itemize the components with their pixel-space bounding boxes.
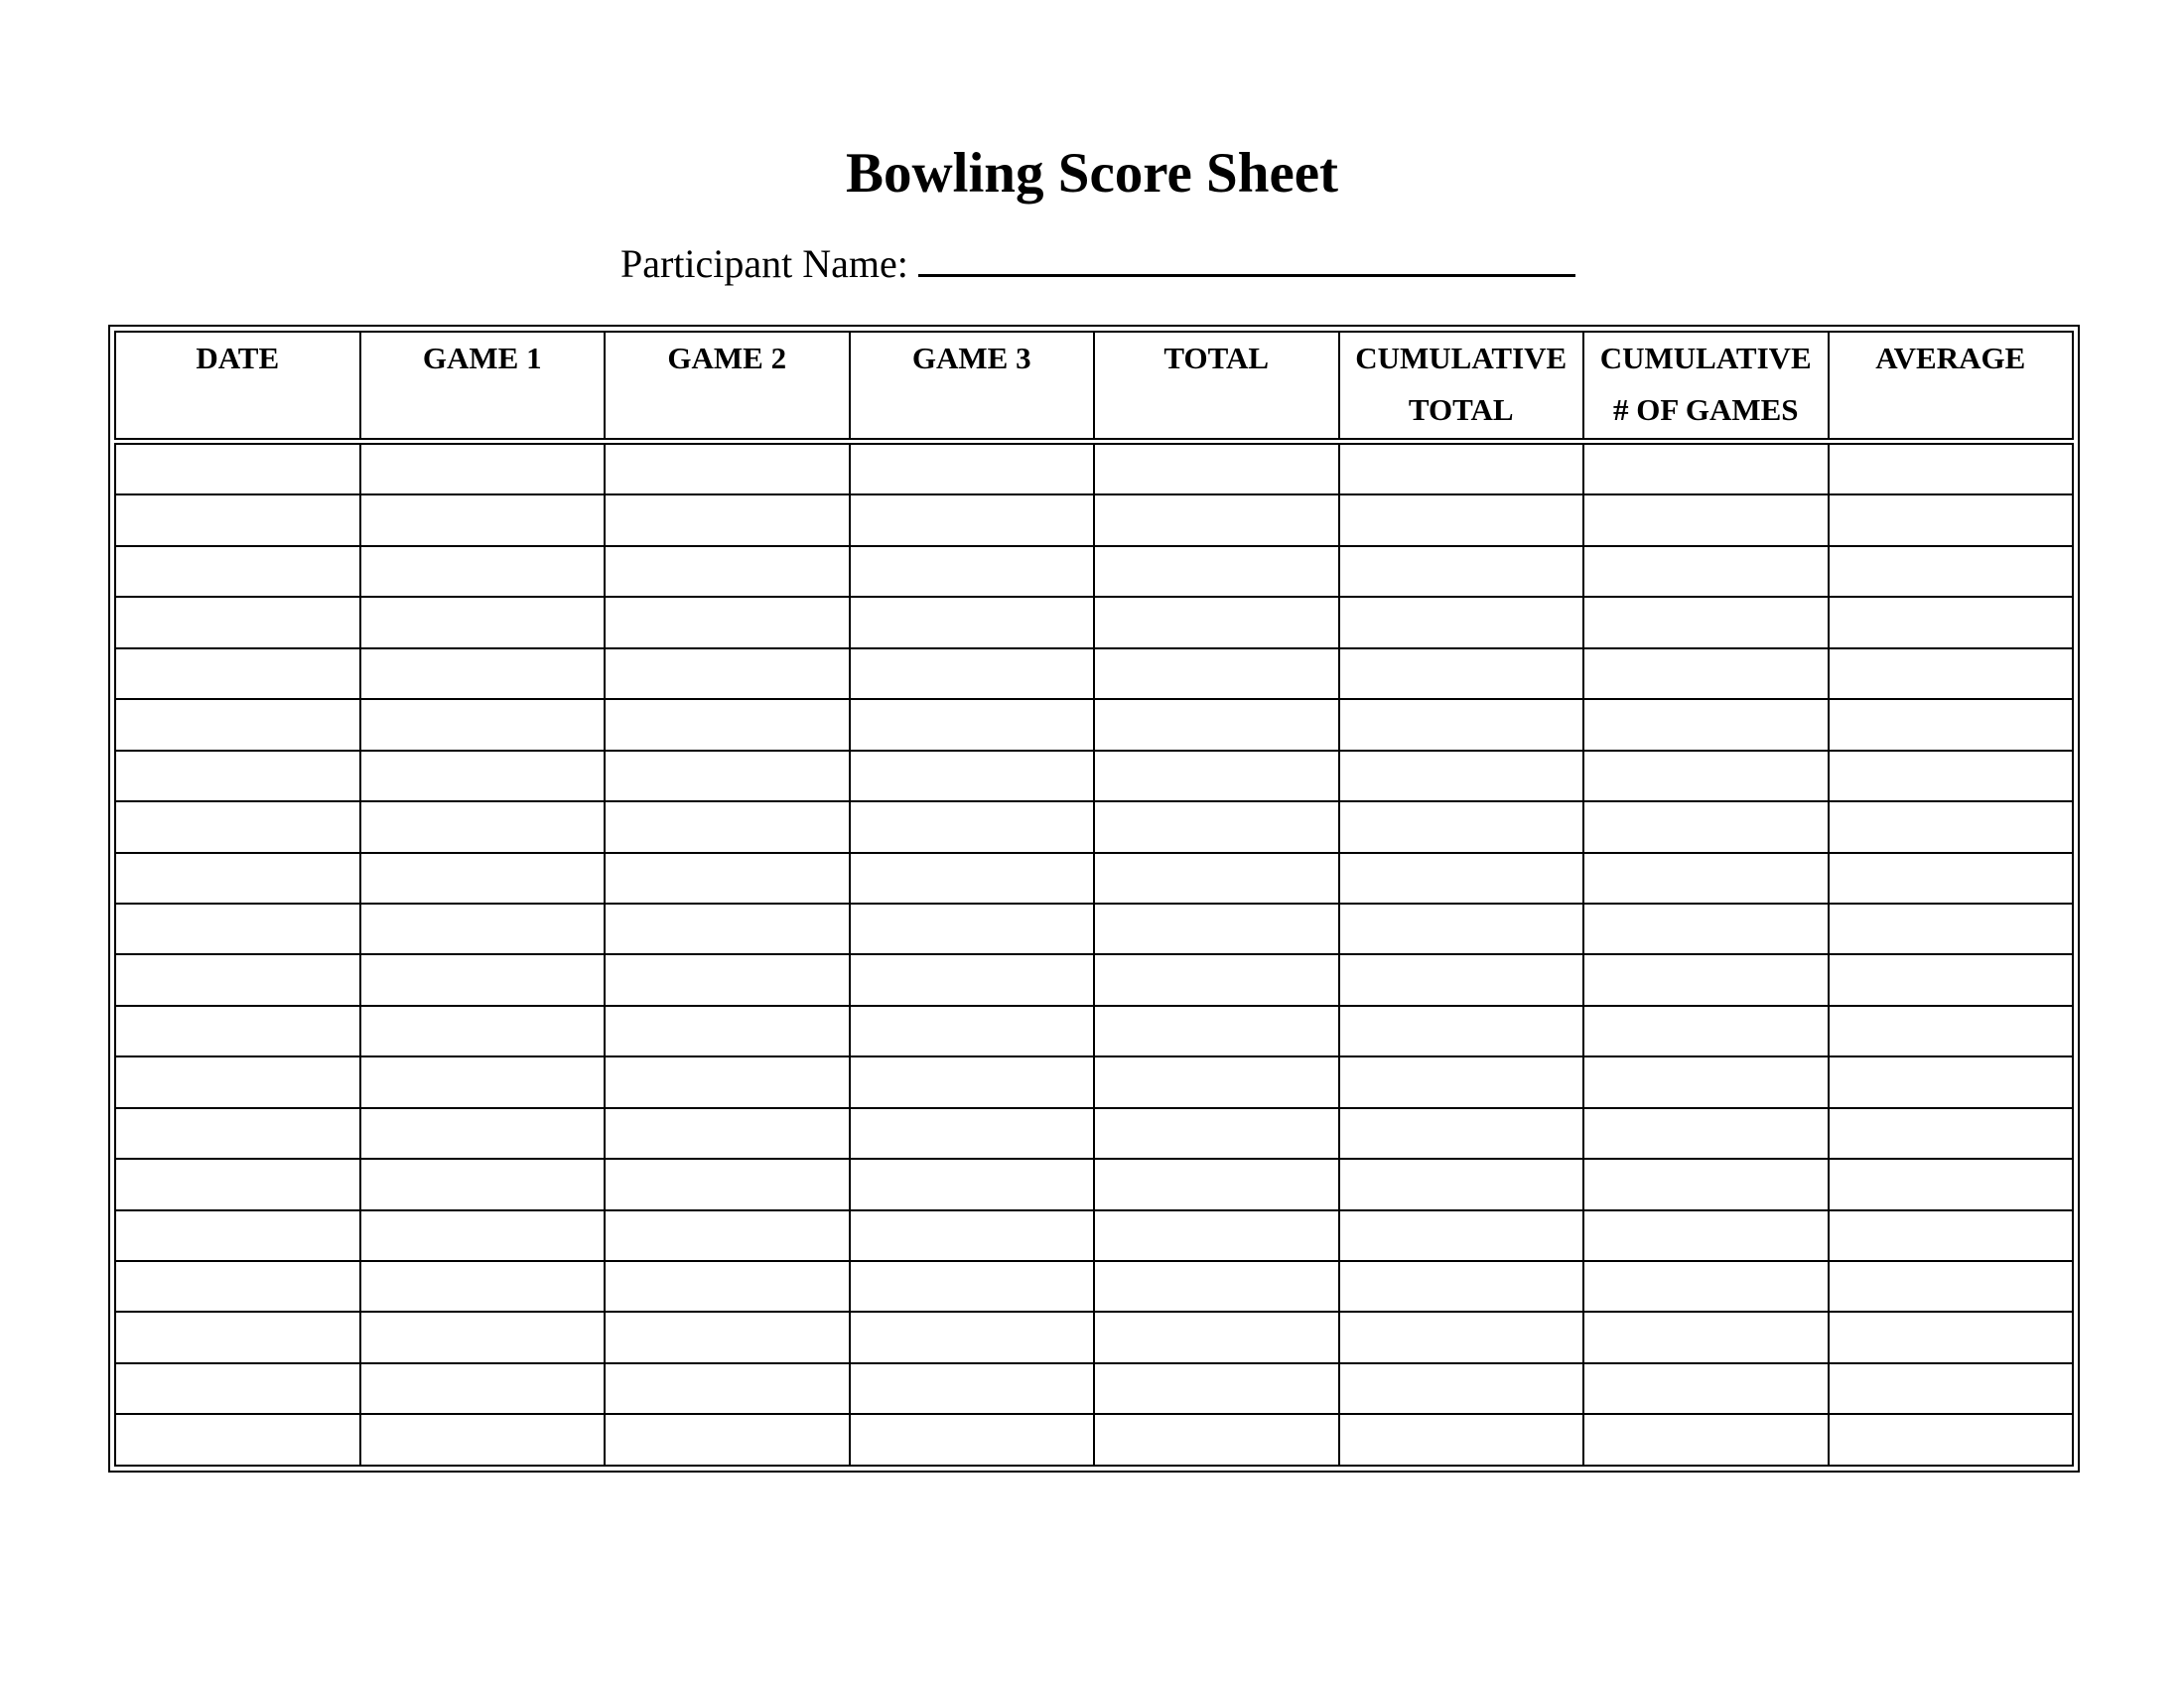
table-cell[interactable]	[850, 1210, 1095, 1261]
table-cell[interactable]	[605, 1159, 850, 1209]
table-cell[interactable]	[1094, 699, 1339, 750]
table-cell[interactable]	[1583, 954, 1829, 1005]
table-cell[interactable]	[1094, 751, 1339, 801]
table-cell[interactable]	[605, 1363, 850, 1414]
column-header-line1: GAME 1	[422, 341, 542, 375]
table-row	[115, 1414, 2073, 1466]
table-cell[interactable]	[1339, 494, 1584, 545]
table-cell[interactable]	[1583, 1159, 1829, 1209]
table-cell[interactable]	[1094, 853, 1339, 904]
table-cell[interactable]	[360, 1210, 606, 1261]
column-header-line2: TOTAL	[1408, 392, 1514, 427]
table-row	[115, 1159, 2073, 1209]
table-cell[interactable]	[360, 699, 606, 750]
table-cell[interactable]	[1339, 1414, 1584, 1466]
table-row	[115, 442, 2073, 495]
table-cell[interactable]	[1094, 597, 1339, 647]
table-cell[interactable]	[1339, 1363, 1584, 1414]
table-cell[interactable]	[1339, 954, 1584, 1005]
table-row	[115, 1261, 2073, 1312]
table-row	[115, 1108, 2073, 1159]
table-cell[interactable]	[1094, 1261, 1339, 1312]
table-cell[interactable]	[360, 546, 606, 597]
table-cell[interactable]	[115, 546, 360, 597]
table-cell[interactable]	[605, 904, 850, 954]
table-cell[interactable]	[850, 1159, 1095, 1209]
table-cell[interactable]	[360, 801, 606, 852]
column-header-line1: CUMULATIVE	[1355, 341, 1568, 375]
table-cell[interactable]	[1094, 1414, 1339, 1466]
table-cell[interactable]	[850, 442, 1095, 495]
table-cell[interactable]	[1583, 699, 1829, 750]
table-cell[interactable]	[1339, 751, 1584, 801]
column-header-line1: GAME 2	[667, 341, 787, 375]
table-cell[interactable]	[850, 1006, 1095, 1056]
table-cell[interactable]	[850, 597, 1095, 647]
table-cell[interactable]	[1829, 699, 2074, 750]
table-cell[interactable]	[850, 1312, 1095, 1362]
table-cell[interactable]	[360, 1414, 606, 1466]
table-cell[interactable]	[1829, 1159, 2074, 1209]
table-row	[115, 597, 2073, 647]
table-cell[interactable]	[1583, 904, 1829, 954]
table-cell[interactable]	[850, 904, 1095, 954]
table-cell[interactable]	[850, 494, 1095, 545]
column-header	[850, 332, 1095, 442]
column-header-line1: AVERAGE	[1875, 341, 2026, 375]
table-row	[115, 1056, 2073, 1107]
table-row	[115, 648, 2073, 699]
table-cell[interactable]	[605, 442, 850, 495]
table-row	[115, 801, 2073, 852]
table-cell[interactable]	[360, 1261, 606, 1312]
table-row	[115, 954, 2073, 1005]
table-cell[interactable]	[850, 954, 1095, 1005]
table-cell[interactable]	[850, 1108, 1095, 1159]
table-cell[interactable]	[1339, 1312, 1584, 1362]
table-cell[interactable]	[115, 954, 360, 1005]
table-cell[interactable]	[605, 853, 850, 904]
table-cell[interactable]	[850, 1261, 1095, 1312]
table-cell[interactable]	[1583, 1312, 1829, 1362]
table-cell[interactable]	[850, 853, 1095, 904]
table-cell[interactable]	[1583, 1261, 1829, 1312]
table-cell[interactable]	[115, 442, 360, 495]
table-cell[interactable]	[1094, 494, 1339, 545]
table-cell[interactable]	[1829, 801, 2074, 852]
table-cell[interactable]	[360, 1006, 606, 1056]
table-cell[interactable]	[1583, 1108, 1829, 1159]
table-cell[interactable]	[1829, 1108, 2074, 1159]
table-cell[interactable]	[115, 494, 360, 545]
table-cell[interactable]	[1583, 494, 1829, 545]
table-cell[interactable]	[360, 1056, 606, 1107]
table-cell[interactable]	[1829, 494, 2074, 545]
score-table-frame	[108, 325, 2080, 1473]
table-cell[interactable]	[1829, 1414, 2074, 1466]
table-cell[interactable]	[1094, 1108, 1339, 1159]
table-row	[115, 853, 2073, 904]
table-cell[interactable]	[1583, 1414, 1829, 1466]
table-cell[interactable]	[1339, 1210, 1584, 1261]
table-cell[interactable]	[605, 1108, 850, 1159]
table-cell[interactable]	[1829, 751, 2074, 801]
table-cell[interactable]	[1829, 546, 2074, 597]
table-cell[interactable]	[360, 904, 606, 954]
column-header-line1: DATE	[196, 341, 280, 375]
table-cell[interactable]	[1339, 442, 1584, 495]
table-cell[interactable]	[605, 1261, 850, 1312]
column-header	[605, 332, 850, 442]
table-cell[interactable]	[1829, 954, 2074, 1005]
table-cell[interactable]	[850, 1414, 1095, 1466]
table-cell[interactable]	[115, 853, 360, 904]
table-header-row	[115, 332, 2073, 442]
table-cell[interactable]	[360, 597, 606, 647]
table-cell[interactable]	[115, 801, 360, 852]
table-cell[interactable]	[605, 1414, 850, 1466]
table-cell[interactable]	[1583, 597, 1829, 647]
table-cell[interactable]	[850, 1056, 1095, 1107]
table-cell[interactable]	[850, 1363, 1095, 1414]
table-cell[interactable]	[605, 751, 850, 801]
column-header-line1: CUMULATIVE	[1599, 341, 1812, 375]
table-cell[interactable]	[360, 751, 606, 801]
table-row	[115, 1006, 2073, 1056]
table-cell[interactable]	[360, 1159, 606, 1209]
table-row	[115, 751, 2073, 801]
column-header	[115, 332, 360, 442]
table-cell[interactable]	[115, 648, 360, 699]
table-cell[interactable]	[605, 1006, 850, 1056]
table-cell[interactable]	[1583, 648, 1829, 699]
table-cell[interactable]	[1583, 1363, 1829, 1414]
table-cell[interactable]	[1829, 1006, 2074, 1056]
table-cell[interactable]	[360, 494, 606, 545]
table-cell[interactable]	[360, 1312, 606, 1362]
column-header	[1339, 332, 1584, 442]
column-header	[1583, 332, 1829, 442]
table-row	[115, 546, 2073, 597]
table-cell[interactable]	[1829, 648, 2074, 699]
participant-name-field[interactable]	[620, 238, 1575, 289]
table-cell[interactable]	[115, 1363, 360, 1414]
table-cell[interactable]	[1339, 1006, 1584, 1056]
table-cell[interactable]	[115, 597, 360, 647]
table-cell[interactable]	[605, 801, 850, 852]
table-cell[interactable]	[1339, 699, 1584, 750]
table-cell[interactable]	[605, 648, 850, 699]
table-cell[interactable]	[1829, 904, 2074, 954]
table-cell[interactable]	[1583, 801, 1829, 852]
table-cell[interactable]	[115, 699, 360, 750]
table-cell[interactable]	[1094, 1312, 1339, 1362]
table-row	[115, 904, 2073, 954]
table-cell[interactable]	[1094, 1159, 1339, 1209]
table-row	[115, 1210, 2073, 1261]
table-cell[interactable]	[1094, 442, 1339, 495]
table-cell[interactable]	[1094, 648, 1339, 699]
table-cell[interactable]	[850, 699, 1095, 750]
table-cell[interactable]	[115, 1312, 360, 1362]
table-row	[115, 494, 2073, 545]
table-cell[interactable]	[850, 648, 1095, 699]
participant-name-blank[interactable]	[918, 238, 1575, 277]
table-cell[interactable]	[1583, 751, 1829, 801]
page-title: Bowling Score Sheet	[845, 142, 1339, 205]
table-cell[interactable]	[850, 751, 1095, 801]
table-cell[interactable]	[360, 1108, 606, 1159]
column-header	[1094, 332, 1339, 442]
table-cell[interactable]	[1829, 1312, 2074, 1362]
table-cell[interactable]	[360, 954, 606, 1005]
table-cell[interactable]	[1583, 1210, 1829, 1261]
column-header-line1: GAME 3	[911, 341, 1031, 375]
table-cell[interactable]	[360, 853, 606, 904]
column-header-line2: # OF GAMES	[1612, 392, 1799, 427]
table-cell[interactable]	[115, 751, 360, 801]
table-cell[interactable]	[1829, 1210, 2074, 1261]
table-cell[interactable]	[605, 1312, 850, 1362]
table-cell[interactable]	[1094, 801, 1339, 852]
table-cell[interactable]	[1829, 853, 2074, 904]
table-cell[interactable]	[605, 1056, 850, 1107]
table-cell[interactable]	[1339, 597, 1584, 647]
table-cell[interactable]	[1094, 1363, 1339, 1414]
table-cell[interactable]	[1583, 1056, 1829, 1107]
table-row	[115, 1363, 2073, 1414]
table-cell[interactable]	[1094, 546, 1339, 597]
table-cell[interactable]	[1829, 1261, 2074, 1312]
table-cell[interactable]	[115, 904, 360, 954]
table-cell[interactable]	[1339, 648, 1584, 699]
table-cell[interactable]	[1339, 904, 1584, 954]
table-cell[interactable]	[605, 546, 850, 597]
table-cell[interactable]	[1094, 904, 1339, 954]
table-cell[interactable]	[115, 1261, 360, 1312]
table-cell[interactable]	[115, 1108, 360, 1159]
table-cell[interactable]	[360, 1363, 606, 1414]
table-cell[interactable]	[1339, 1159, 1584, 1209]
table-cell[interactable]	[360, 648, 606, 699]
table-cell[interactable]	[1583, 853, 1829, 904]
table-cell[interactable]	[1829, 442, 2074, 495]
table-body	[115, 442, 2073, 1467]
table-cell[interactable]	[850, 801, 1095, 852]
table-cell[interactable]	[115, 1159, 360, 1209]
table-cell[interactable]	[360, 442, 606, 495]
table-cell[interactable]	[1094, 954, 1339, 1005]
table-cell[interactable]	[605, 597, 850, 647]
table-cell[interactable]	[605, 1210, 850, 1261]
table-cell[interactable]	[1829, 597, 2074, 647]
table-cell[interactable]	[605, 954, 850, 1005]
table-cell[interactable]	[115, 1056, 360, 1107]
table-cell[interactable]	[1094, 1056, 1339, 1107]
column-header-line1: TOTAL	[1163, 341, 1270, 375]
table-cell[interactable]	[850, 546, 1095, 597]
score-table	[114, 331, 2074, 1467]
table-cell[interactable]	[1339, 1261, 1584, 1312]
participant-name-label: Participant Name:	[620, 241, 908, 286]
table-cell[interactable]	[1094, 1210, 1339, 1261]
table-cell[interactable]	[605, 494, 850, 545]
table-cell[interactable]	[605, 699, 850, 750]
table-row	[115, 699, 2073, 750]
table-cell[interactable]	[1583, 1006, 1829, 1056]
column-header	[360, 332, 606, 442]
table-cell[interactable]	[1339, 1108, 1584, 1159]
table-cell[interactable]	[1829, 1363, 2074, 1414]
table-cell[interactable]	[1339, 801, 1584, 852]
table-cell[interactable]	[1094, 1006, 1339, 1056]
table-cell[interactable]	[115, 1006, 360, 1056]
table-cell[interactable]	[1339, 853, 1584, 904]
table-cell[interactable]	[1583, 442, 1829, 495]
table-cell[interactable]	[1829, 1056, 2074, 1107]
table-row	[115, 1312, 2073, 1362]
table-cell[interactable]	[115, 1210, 360, 1261]
table-cell[interactable]	[1339, 1056, 1584, 1107]
table-cell[interactable]	[1583, 546, 1829, 597]
table-cell[interactable]	[115, 1414, 360, 1466]
table-cell[interactable]	[1339, 546, 1584, 597]
column-header	[1829, 332, 2074, 442]
